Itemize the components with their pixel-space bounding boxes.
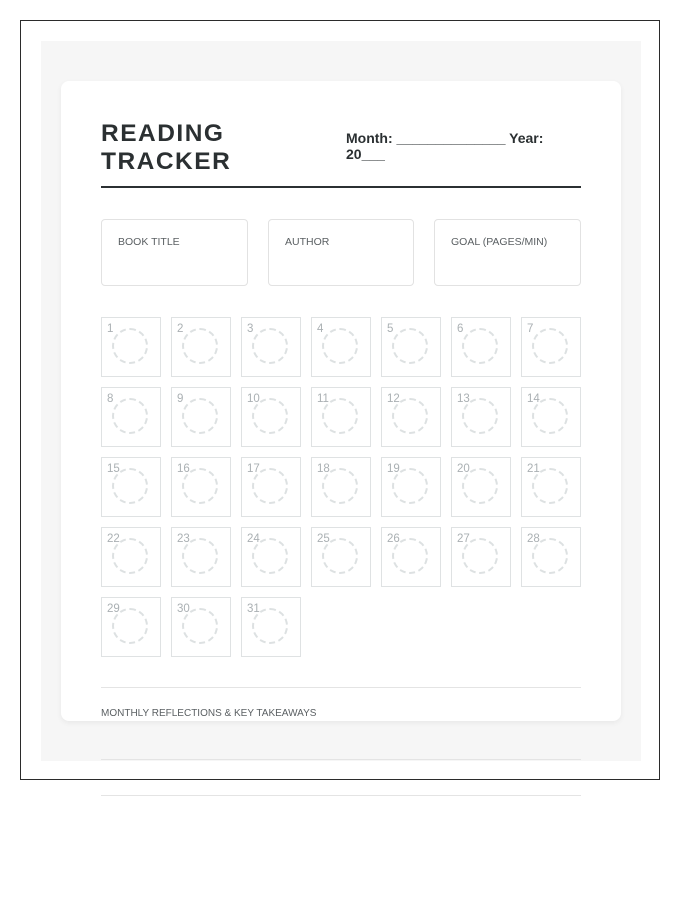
day-number: 7 [527,323,534,335]
day-cell[interactable] [311,317,371,377]
month-year-field[interactable]: Month: ______________ Year: 20___ [346,130,544,162]
day-number: 8 [107,393,114,405]
day-cell[interactable] [521,457,581,517]
day-number: 12 [387,393,400,405]
day-cell[interactable] [101,597,161,657]
day-cell[interactable] [101,317,161,377]
book-title-label: BOOK TITLE [118,236,180,248]
goal-label: GOAL (PAGES/MIN) [451,236,548,248]
dashed-circle-icon [462,328,498,364]
day-cell[interactable] [451,387,511,447]
dashed-circle-icon [182,398,218,434]
dashed-circle-icon [112,398,148,434]
day-number: 2 [177,323,184,335]
title-line-2: TRACKER [101,148,232,175]
day-cell[interactable] [241,387,301,447]
day-cell[interactable] [101,387,161,447]
day-number: 14 [527,393,540,405]
author-field[interactable] [268,219,414,286]
author-label: AUTHOR [285,236,330,248]
day-cell[interactable] [241,597,301,657]
day-cell[interactable] [101,527,161,587]
dashed-circle-icon [532,328,568,364]
reflection-line-1[interactable] [101,759,581,760]
day-cell[interactable] [451,527,511,587]
day-number: 31 [247,603,260,615]
day-cell[interactable] [521,317,581,377]
day-number: 25 [317,533,330,545]
day-cell[interactable] [241,457,301,517]
day-number: 13 [457,393,470,405]
day-cell[interactable] [381,387,441,447]
dashed-circle-icon [252,328,288,364]
page-title [101,120,231,176]
day-cell[interactable] [241,527,301,587]
header-divider [101,186,581,188]
day-number: 28 [527,533,540,545]
day-cell[interactable] [521,387,581,447]
day-cell[interactable] [171,387,231,447]
day-cell[interactable] [381,317,441,377]
day-number: 30 [177,603,190,615]
day-cell[interactable] [171,527,231,587]
day-cell[interactable] [241,317,301,377]
day-number: 27 [457,533,470,545]
day-number: 3 [247,323,254,335]
day-cell[interactable] [101,457,161,517]
title-line-1: READING [101,120,225,147]
day-number: 6 [457,323,464,335]
day-cell[interactable] [381,457,441,517]
dashed-circle-icon [392,328,428,364]
day-number: 17 [247,463,260,475]
day-cell[interactable] [381,527,441,587]
day-number: 5 [387,323,394,335]
day-number: 29 [107,603,120,615]
day-number: 16 [177,463,190,475]
day-number: 19 [387,463,400,475]
reflection-line-2[interactable] [101,795,581,796]
day-number: 15 [107,463,120,475]
day-number: 20 [457,463,470,475]
day-cell[interactable] [171,457,231,517]
day-number: 22 [107,533,120,545]
dashed-circle-icon [182,328,218,364]
day-number: 23 [177,533,190,545]
day-cell[interactable] [451,457,511,517]
day-cell[interactable] [311,457,371,517]
book-title-field[interactable] [101,219,248,286]
day-cell[interactable] [311,387,371,447]
day-number: 26 [387,533,400,545]
day-number: 11 [317,393,329,405]
day-number: 18 [317,463,330,475]
reflections-label: MONTHLY REFLECTIONS & KEY TAKEAWAYS [101,708,317,719]
day-cell[interactable] [311,527,371,587]
day-cell[interactable] [171,317,231,377]
goal-field[interactable] [434,219,581,286]
day-number: 24 [247,533,260,545]
dashed-circle-icon [322,328,358,364]
reflections-divider [101,687,581,688]
dashed-circle-icon [112,328,148,364]
day-number: 4 [317,323,324,335]
day-number: 21 [527,463,540,475]
day-number: 9 [177,393,184,405]
day-number: 10 [247,393,260,405]
day-cell[interactable] [171,597,231,657]
day-cell[interactable] [521,527,581,587]
day-number: 1 [107,323,114,335]
day-cell[interactable] [451,317,511,377]
